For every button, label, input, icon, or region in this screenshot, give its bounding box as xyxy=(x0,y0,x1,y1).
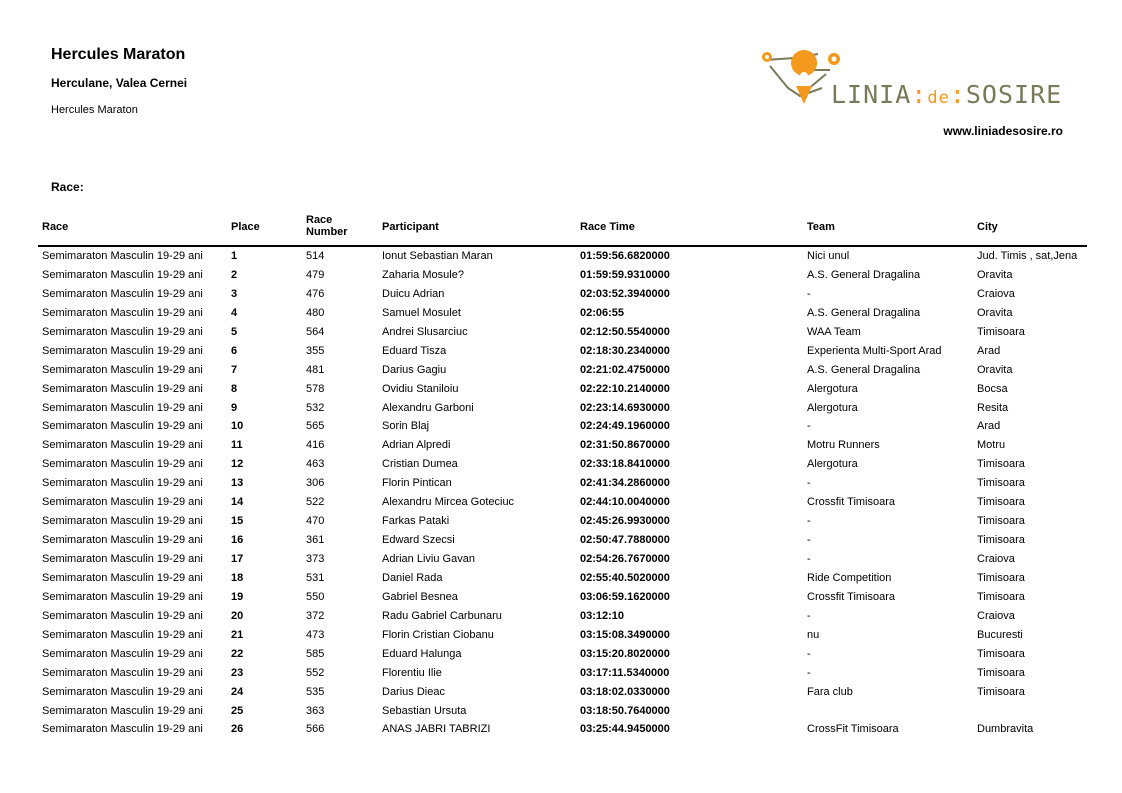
cell-race: Semimaraton Masculin 19-29 ani xyxy=(42,571,203,584)
column-header-place: Place xyxy=(231,221,260,233)
cell-city: Bucuresti xyxy=(977,628,1023,641)
cell-race: Semimaraton Masculin 19-29 ani xyxy=(42,515,203,528)
cell-participant: Eduard Tisza xyxy=(382,344,447,357)
cell-place: 2 xyxy=(231,268,238,281)
cell-city: Craiova xyxy=(977,553,1015,565)
cell-place: 22 xyxy=(231,647,244,660)
cell-race-number: 363 xyxy=(306,704,325,717)
cell-team: Ride Competition xyxy=(807,571,892,584)
column-header-race-number-line2: Number xyxy=(306,226,348,238)
cell-race-number: 416 xyxy=(306,439,325,452)
cell-team: - xyxy=(807,515,811,528)
table-row xyxy=(38,417,1087,436)
cell-participant: Darius Dieac xyxy=(382,685,445,698)
cell-participant: Alexandru Mircea Goteciuc xyxy=(382,496,515,509)
cell-race-time: 02:03:52.3940000 xyxy=(580,287,670,300)
cell-participant: Farkas Pataki xyxy=(382,515,450,528)
cell-team: Nici unul xyxy=(807,250,850,262)
cell-participant: Gabriel Besnea xyxy=(382,590,458,603)
cell-race-time: 02:06:55 xyxy=(580,306,625,319)
cell-race: Semimaraton Masculin 19-29 ani xyxy=(42,628,203,641)
cell-race-time: 03:12:10 xyxy=(580,609,625,622)
cell-participant: Ovidiu Staniloiu xyxy=(382,382,459,395)
cell-place: 16 xyxy=(231,534,244,547)
column-header-race-number-line1: Race xyxy=(306,214,333,226)
cell-race: Semimaraton Masculin 19-29 ani xyxy=(42,647,203,660)
cell-race: Semimaraton Masculin 19-29 ani xyxy=(42,666,203,679)
cell-race: Semimaraton Masculin 19-29 ani xyxy=(42,420,203,433)
cell-race-time: 03:06:59.1620000 xyxy=(580,590,670,603)
cell-city: Bocsa xyxy=(977,382,1008,395)
column-header-race-number xyxy=(306,214,348,238)
cell-team: - xyxy=(807,609,811,622)
cell-team: Crossfit Timisoara xyxy=(807,496,896,509)
cell-participant: Radu Gabriel Carbunaru xyxy=(382,609,502,622)
cell-race: Semimaraton Masculin 19-29 ani xyxy=(42,344,203,357)
cell-race: Semimaraton Masculin 19-29 ani xyxy=(42,268,203,281)
table-row xyxy=(38,474,1087,493)
cell-team: Motru Runners xyxy=(807,439,880,452)
cell-race-number: 355 xyxy=(306,344,325,357)
cell-team: - xyxy=(807,420,811,433)
cell-place: 17 xyxy=(231,553,244,565)
cell-race: Semimaraton Masculin 19-29 ani xyxy=(42,704,203,717)
cell-race-number: 531 xyxy=(306,571,325,584)
cell-city: Resita xyxy=(977,401,1009,414)
cell-place: 4 xyxy=(231,306,238,319)
cell-place: 10 xyxy=(231,420,244,433)
cell-participant: Andrei Slusarciuc xyxy=(382,325,468,338)
table-row xyxy=(38,550,1087,569)
cell-race: Semimaraton Masculin 19-29 ani xyxy=(42,363,203,376)
cell-race-time: 03:18:02.0330000 xyxy=(580,685,670,698)
cell-participant: Eduard Halunga xyxy=(382,647,462,660)
cell-race-time: 02:31:50.8670000 xyxy=(580,439,670,452)
cell-race: Semimaraton Masculin 19-29 ani xyxy=(42,685,203,698)
cell-city: Timisoara xyxy=(977,571,1025,584)
cell-race-time: 02:44:10.0040000 xyxy=(580,496,670,509)
cell-team: - xyxy=(807,477,811,490)
cell-race-number: 535 xyxy=(306,685,325,698)
cell-race-time: 03:25:44.9450000 xyxy=(580,723,670,736)
cell-race: Semimaraton Masculin 19-29 ani xyxy=(42,382,203,395)
cell-city: Timisoara xyxy=(977,515,1025,528)
table-row xyxy=(38,720,1087,739)
table-row xyxy=(38,607,1087,626)
table-row xyxy=(38,436,1087,455)
cell-race-number: 463 xyxy=(306,458,325,471)
cell-race-time: 02:45:26.9930000 xyxy=(580,515,670,528)
cell-race-time: 02:41:34.2860000 xyxy=(580,477,670,490)
table-row xyxy=(38,569,1087,588)
cell-team: WAA Team xyxy=(807,325,861,338)
table-row xyxy=(38,626,1087,645)
cell-participant: Sebastian Ursuta xyxy=(382,704,467,717)
cell-participant: Florentiu Ilie xyxy=(382,666,442,679)
cell-place: 20 xyxy=(231,609,244,622)
cell-city: Arad xyxy=(977,344,1001,357)
cell-participant: Darius Gagiu xyxy=(382,363,447,376)
cell-race: Semimaraton Masculin 19-29 ani xyxy=(42,590,203,603)
cell-race-time: 02:22:10.2140000 xyxy=(580,382,670,395)
cell-place: 12 xyxy=(231,458,244,471)
cell-team: - xyxy=(807,647,811,660)
cell-city: Timisoara xyxy=(977,458,1025,471)
table-row xyxy=(38,645,1087,664)
cell-race-number: 473 xyxy=(306,628,325,641)
table-row xyxy=(38,455,1087,474)
cell-race-time: 03:15:08.3490000 xyxy=(580,628,670,641)
table-row xyxy=(38,683,1087,702)
cell-participant: Daniel Rada xyxy=(382,571,443,584)
document-title: Hercules Maraton xyxy=(51,46,186,63)
cell-team: nu xyxy=(807,628,820,641)
table-row xyxy=(38,266,1087,285)
column-header-team: Team xyxy=(807,221,835,233)
cell-race-number: 361 xyxy=(306,534,325,547)
cell-city: Jud. Timis , sat,Jena xyxy=(977,250,1078,262)
table-row xyxy=(38,323,1087,342)
cell-race-time: 02:24:49.1960000 xyxy=(580,420,670,433)
cell-team: - xyxy=(807,666,811,679)
cell-participant: Duicu Adrian xyxy=(382,287,445,300)
cell-race: Semimaraton Masculin 19-29 ani xyxy=(42,496,203,509)
cell-participant: Adrian Liviu Gavan xyxy=(382,553,475,565)
cell-place: 13 xyxy=(231,477,244,490)
logo-wordmark: LINIA:de:SOSIRE xyxy=(831,80,1063,109)
cell-city: Timisoara xyxy=(977,477,1025,490)
cell-race: Semimaraton Masculin 19-29 ani xyxy=(42,609,203,622)
cell-city: Craiova xyxy=(977,287,1015,300)
cell-race-number: 514 xyxy=(306,250,325,262)
cell-race: Semimaraton Masculin 19-29 ani xyxy=(42,325,203,338)
cell-team: Experienta Multi-Sport Arad xyxy=(807,344,942,357)
cell-race-number: 585 xyxy=(306,647,325,660)
cell-race-time: 01:59:56.6820000 xyxy=(580,250,670,262)
column-header-race: Race xyxy=(42,221,69,233)
cell-place: 25 xyxy=(231,704,244,717)
cell-race-number: 306 xyxy=(306,477,325,490)
cell-race-number: 532 xyxy=(306,401,325,414)
cell-place: 7 xyxy=(231,363,238,376)
cell-race: Semimaraton Masculin 19-29 ani xyxy=(42,439,203,452)
cell-team: CrossFit Timisoara xyxy=(807,723,899,736)
cell-team: Alergotura xyxy=(807,382,858,395)
column-header-city: City xyxy=(977,221,998,233)
event-location: Herculane, Valea Cernei xyxy=(51,76,188,90)
results-table-header xyxy=(38,212,1087,247)
cell-race: Semimaraton Masculin 19-29 ani xyxy=(42,553,203,565)
cell-team: A.S. General Dragalina xyxy=(807,268,921,281)
table-row xyxy=(38,247,1087,266)
cell-race: Semimaraton Masculin 19-29 ani xyxy=(42,534,203,547)
cell-place: 11 xyxy=(231,439,243,452)
table-row xyxy=(38,588,1087,607)
cell-team: Alergotura xyxy=(807,458,858,471)
cell-city: Timisoara xyxy=(977,590,1025,603)
cell-race: Semimaraton Masculin 19-29 ani xyxy=(42,723,203,736)
cell-race-number: 550 xyxy=(306,590,325,603)
table-row xyxy=(38,493,1087,512)
cell-race-time: 02:18:30.2340000 xyxy=(580,344,670,357)
cell-race-number: 552 xyxy=(306,666,325,679)
cell-place: 26 xyxy=(231,723,244,736)
cell-city: Timisoara xyxy=(977,647,1025,660)
table-row xyxy=(38,512,1087,531)
cell-race-time: 02:12:50.5540000 xyxy=(580,325,670,338)
cell-place: 9 xyxy=(231,401,238,414)
cell-race-number: 479 xyxy=(306,268,325,281)
cell-city: Oravita xyxy=(977,363,1013,376)
cell-team: Alergotura xyxy=(807,401,858,414)
event-name: Hercules Maraton xyxy=(51,104,138,116)
cell-participant: ANAS JABRI TABRIZI xyxy=(382,723,491,736)
cell-race-time: 03:15:20.8020000 xyxy=(580,647,670,660)
cell-race: Semimaraton Masculin 19-29 ani xyxy=(42,306,203,319)
cell-race-number: 373 xyxy=(306,553,325,565)
cell-race-time: 02:21:02.4750000 xyxy=(580,363,670,376)
logo-graphic xyxy=(762,50,840,104)
cell-city: Timisoara xyxy=(977,496,1025,509)
column-header-participant: Participant xyxy=(382,221,439,233)
cell-place: 23 xyxy=(231,666,244,679)
table-row xyxy=(38,399,1087,418)
cell-race-time: 01:59:59.9310000 xyxy=(580,268,670,281)
table-row xyxy=(38,361,1087,380)
table-row xyxy=(38,380,1087,399)
cell-race-number: 481 xyxy=(306,363,325,376)
cell-race: Semimaraton Masculin 19-29 ani xyxy=(42,250,203,262)
cell-team: A.S. General Dragalina xyxy=(807,363,921,376)
cell-race-time: 02:23:14.6930000 xyxy=(580,401,670,414)
cell-race: Semimaraton Masculin 19-29 ani xyxy=(42,401,203,414)
cell-place: 14 xyxy=(231,496,244,509)
cell-race-time: 02:54:26.7670000 xyxy=(580,553,670,565)
cell-race-number: 565 xyxy=(306,420,325,433)
cell-race: Semimaraton Masculin 19-29 ani xyxy=(42,458,203,471)
cell-city: Dumbravita xyxy=(977,723,1034,736)
cell-team: - xyxy=(807,287,811,300)
cell-race-number: 372 xyxy=(306,609,325,622)
cell-participant: Edward Szecsi xyxy=(382,534,455,547)
cell-team: Crossfit Timisoara xyxy=(807,590,896,603)
cell-team: - xyxy=(807,534,811,547)
cell-place: 21 xyxy=(231,628,244,641)
cell-city: Timisoara xyxy=(977,666,1025,679)
results-table-body xyxy=(38,247,1087,739)
cell-place: 1 xyxy=(231,250,238,262)
cell-participant: Sorin Blaj xyxy=(382,420,430,433)
table-row xyxy=(38,664,1087,683)
cell-city: Motru xyxy=(977,439,1006,452)
cell-participant: Ionut Sebastian Maran xyxy=(382,250,493,262)
cell-place: 24 xyxy=(231,685,244,698)
cell-race-number: 476 xyxy=(306,287,325,300)
table-row xyxy=(38,304,1087,323)
cell-participant: Cristian Dumea xyxy=(382,458,458,471)
cell-participant: Samuel Mosulet xyxy=(382,306,461,319)
cell-place: 19 xyxy=(231,590,244,603)
cell-place: 8 xyxy=(231,382,238,395)
cell-city: Timisoara xyxy=(977,534,1025,547)
cell-city: Oravita xyxy=(977,306,1013,319)
cell-participant: Florin Pintican xyxy=(382,477,452,490)
cell-race-time: 03:17:11.5340000 xyxy=(580,666,670,679)
cell-city: Arad xyxy=(977,420,1001,433)
cell-team: - xyxy=(807,553,811,565)
cell-race-number: 566 xyxy=(306,723,325,736)
cell-place: 6 xyxy=(231,344,238,357)
table-row xyxy=(38,531,1087,550)
cell-race-number: 522 xyxy=(306,496,325,509)
cell-race-number: 578 xyxy=(306,382,325,395)
cell-race-number: 480 xyxy=(306,306,325,319)
cell-race-number: 564 xyxy=(306,325,325,338)
cell-place: 15 xyxy=(231,515,244,528)
cell-race-number: 470 xyxy=(306,515,325,528)
cell-city: Timisoara xyxy=(977,325,1025,338)
table-row xyxy=(38,342,1087,361)
race-label: Race: xyxy=(51,180,84,194)
cell-race-time: 02:50:47.7880000 xyxy=(580,534,670,547)
cell-team: Fara club xyxy=(807,685,853,698)
cell-place: 5 xyxy=(231,325,238,338)
cell-participant: Florin Cristian Ciobanu xyxy=(382,628,494,641)
table-row xyxy=(38,285,1087,304)
cell-race-time: 02:33:18.8410000 xyxy=(580,458,670,471)
cell-team: A.S. General Dragalina xyxy=(807,306,921,319)
cell-city: Craiova xyxy=(977,609,1015,622)
column-header-race-time: Race Time xyxy=(580,221,635,233)
cell-city: Oravita xyxy=(977,268,1013,281)
cell-participant: Alexandru Garboni xyxy=(382,401,474,414)
cell-city: Timisoara xyxy=(977,685,1025,698)
cell-place: 3 xyxy=(231,287,238,300)
cell-race: Semimaraton Masculin 19-29 ani xyxy=(42,477,203,490)
cell-participant: Adrian Alpredi xyxy=(382,439,451,452)
cell-race-time: 02:55:40.5020000 xyxy=(580,571,670,584)
cell-participant: Zaharia Mosule? xyxy=(382,268,464,281)
website-link[interactable]: www.liniadesosire.ro xyxy=(943,124,1063,138)
cell-place: 18 xyxy=(231,571,244,584)
cell-race: Semimaraton Masculin 19-29 ani xyxy=(42,287,203,300)
table-row xyxy=(38,702,1087,721)
cell-race-time: 03:18:50.7640000 xyxy=(580,704,670,717)
